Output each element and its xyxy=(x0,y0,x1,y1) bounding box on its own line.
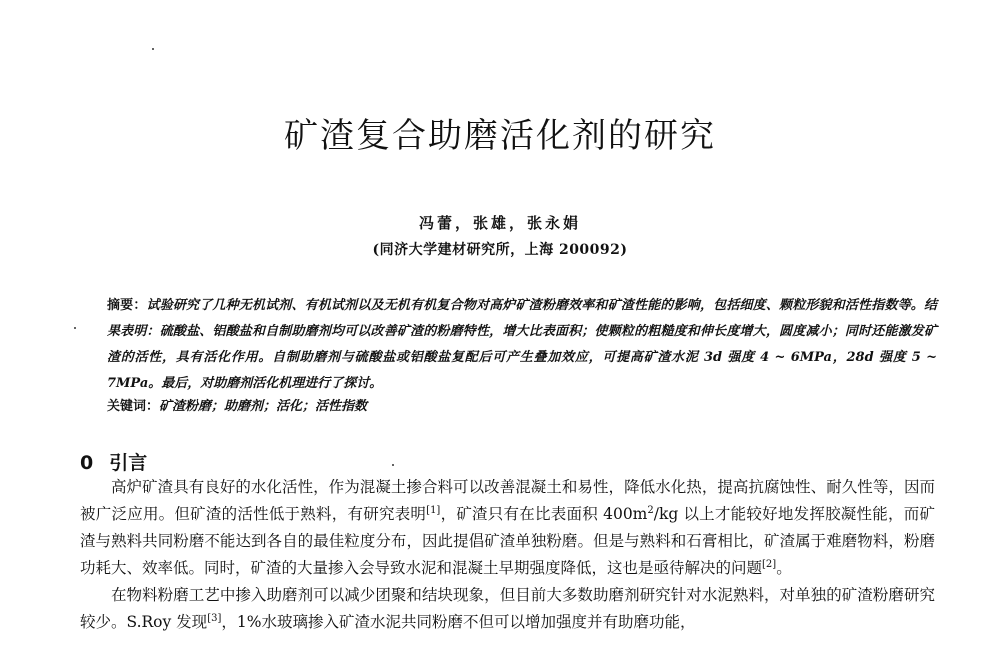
keywords-text: 矿渣粉磨；助磨剂；活化；活性指数 xyxy=(159,399,368,414)
paragraph-text: ，1%水玻璃掺入矿渣水泥共同粉磨不但可以增加强度并有助磨功能， xyxy=(221,613,696,631)
paragraph-text: 在物料粉磨工艺中掺入助磨剂可以减少团聚和结块现象，但目前大多数助磨剂研究针对水泥熟料，对单独的矿渣粉磨研究较少。S.Roy 发现 xyxy=(80,586,935,631)
keywords-label: 关键词： xyxy=(107,399,160,414)
citation-ref: [1] xyxy=(426,504,441,516)
scan-speck xyxy=(392,464,394,466)
citation-ref: [3] xyxy=(207,612,222,624)
abstract-text: 试验研究了几种无机试剂、有机试剂以及无机有机复合物对高炉矿渣粉磨效率和矿渣性能的影响，包括细度、颗粒形貌和活性指数等。结果表明：硫酸盐、铝酸盐和自制助磨剂均可以改善矿渣的粉磨特性，增大比表面积；使颗粒的粗糙度和伸长度增大，圆度减小；同时还能激发矿渣的活性，具有活化作用。自制助磨剂与硫酸盐或铝酸盐复配后可产生叠加效应，可提高矿渣水泥 3d 强度 4 ~ 6MPa，28d 强度 5 ~ 7MPa。最后，对助磨剂活化机理进行了探讨。 xyxy=(107,298,937,391)
author-list: 冯蕾，张雄，张永娟 xyxy=(418,214,581,232)
section-number: 0 xyxy=(80,452,94,474)
paper-title: 矿渣复合助磨活化剂的研究 xyxy=(284,116,716,156)
paragraph-text: ，矿渣只有在比表面积 400m xyxy=(440,505,648,523)
unit-exponent: 2 xyxy=(647,504,654,516)
paragraph-text: 。 xyxy=(776,559,792,577)
scan-speck xyxy=(74,327,76,329)
paragraph-text: 高炉矿渣具有良好的水化活性，作为混凝土掺合料可以改善混凝土和易性，降低水化热，提高抗腐蚀性、耐久性等，因而被广泛应用。但矿渣的活性低于熟料，有研究表明 xyxy=(80,478,935,523)
keywords xyxy=(107,397,937,417)
citation-ref: [2] xyxy=(762,558,777,570)
abstract xyxy=(107,293,937,397)
paragraph-2 xyxy=(80,582,935,636)
paragraph-text: /kg 以上才能较好地发挥胶凝性能，而矿渣与熟料共同粉磨不能达到各自的最佳粒度分布，因此提倡矿渣单独粉磨。但是与熟料和石膏相比，矿渣属于难磨物料，粉磨功耗大、效率低。同时，矿渣的大量掺入会导致水泥和混凝土早期强度降低，这也是亟待解决的问题 xyxy=(80,505,935,577)
paragraph-1 xyxy=(80,474,935,582)
abstract-label: 摘要： xyxy=(107,298,147,313)
scan-speck xyxy=(152,48,154,50)
author-affiliation: (同济大学建材研究所，上海 200092) xyxy=(372,242,628,258)
section-title: 引言 xyxy=(109,452,148,474)
section-heading-introduction xyxy=(80,448,147,475)
body-text xyxy=(80,474,935,636)
